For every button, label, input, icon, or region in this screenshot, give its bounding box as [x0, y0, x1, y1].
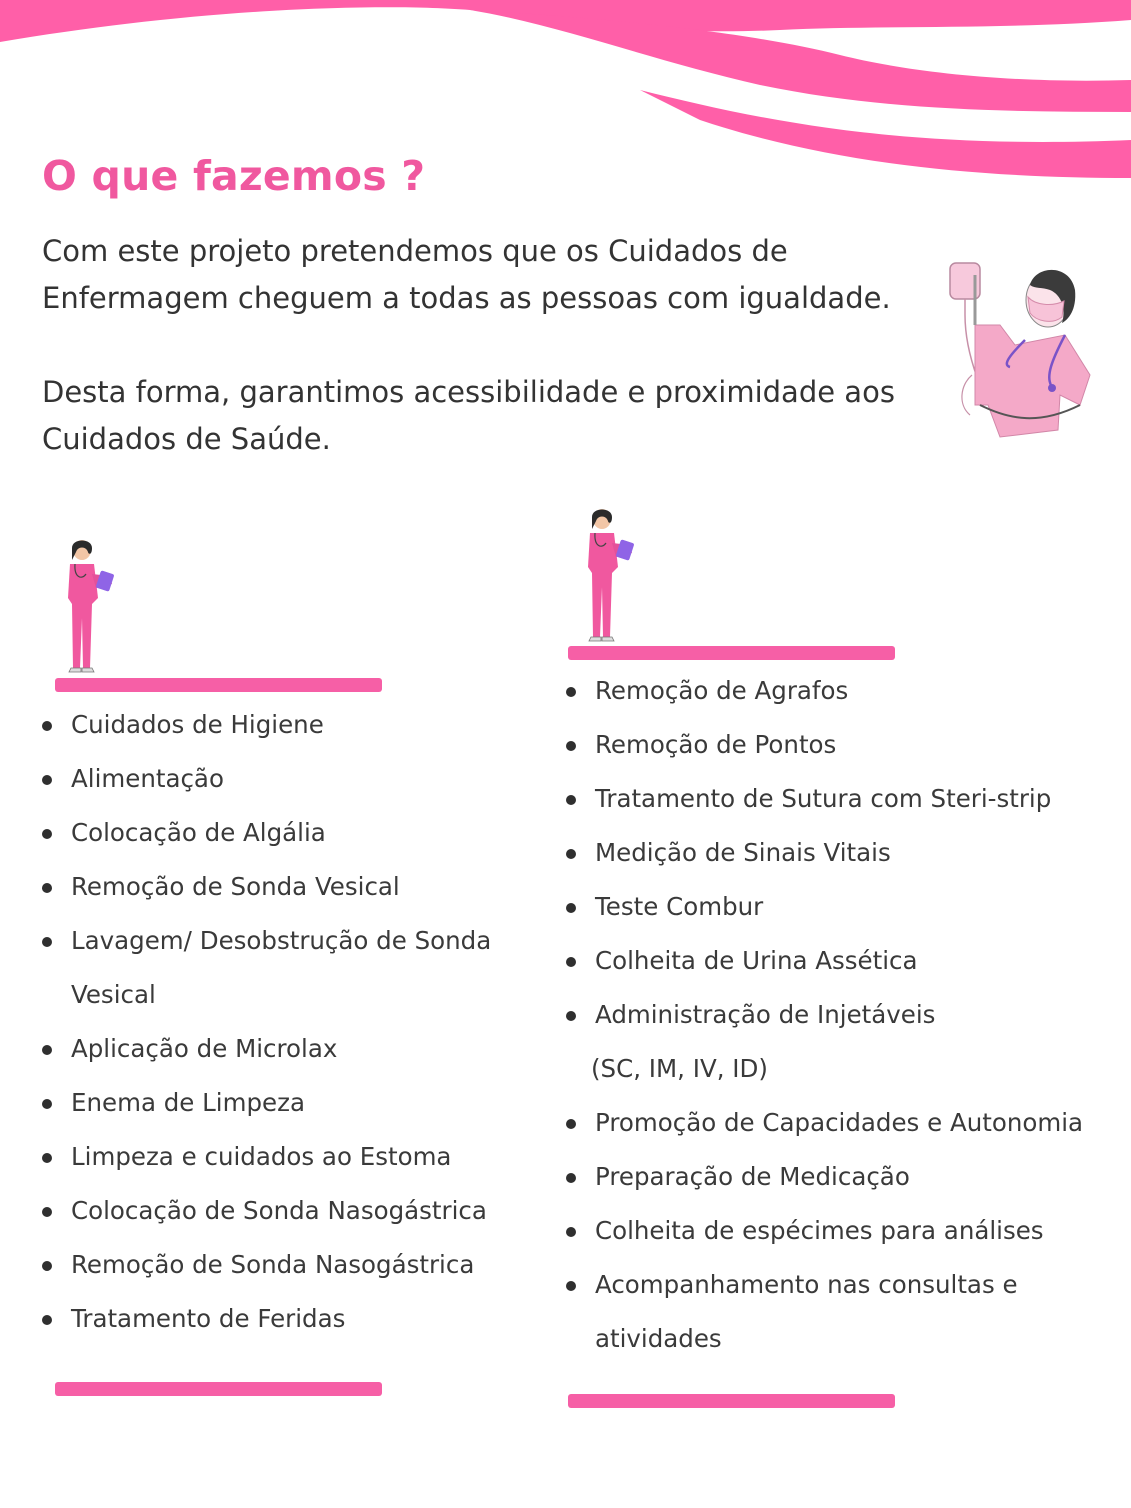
list-item: Administração de Injetáveis: [566, 988, 1111, 1042]
intro-paragraph-1: Com este projeto pretendemos que os Cuidados de Enfermagem cheguem a todas as pessoas com igualdade.: [42, 234, 891, 315]
list-item: Colocação de Algália: [42, 806, 522, 860]
list-item: Remoção de Sonda Vesical: [42, 860, 522, 914]
list-item: Aplicação de Microlax: [42, 1022, 522, 1076]
list-item: Cuidados de Higiene: [42, 698, 522, 752]
list-item: Lavagem/ Desobstrução de Sonda Vesical: [42, 914, 522, 1022]
list-item: Remoção de Agrafos: [566, 664, 1111, 718]
list-item: Teste Combur: [566, 880, 1111, 934]
list-item: Promoção de Capacidades e Autonomia: [566, 1096, 1111, 1150]
list-item: Colocação de Sonda Nasogástrica: [42, 1184, 522, 1238]
services-list-right-b: [566, 1096, 1111, 1366]
list-item: Enema de Limpeza: [42, 1076, 522, 1130]
list-item: Tratamento de Feridas: [42, 1292, 522, 1346]
list-item: Acompanhamento nas consultas e atividades: [566, 1258, 1035, 1366]
divider-bar-right-bottom: [568, 1394, 895, 1408]
list-item: Colheita de Urina Assética: [566, 934, 1111, 988]
list-item: Alimentação: [42, 752, 522, 806]
divider-bar-left-bottom: [55, 1382, 382, 1396]
nurse-illustration-left: [62, 538, 122, 678]
list-item: Remoção de Sonda Nasogástrica: [42, 1238, 522, 1292]
list-item: Medição de Sinais Vitais: [566, 826, 1111, 880]
divider-bar-right-top: [568, 646, 895, 660]
intro-paragraph-2: Desta forma, garantimos acessibilidade e proximidade aos Cuidados de Saúde.: [42, 375, 895, 456]
list-item: Remoção de Pontos: [566, 718, 1111, 772]
list-item: Colheita de espécimes para análises: [566, 1204, 1111, 1258]
page-title: O que fazemos ?: [42, 152, 426, 200]
injectables-note: (SC, IM, IV, ID): [591, 1054, 768, 1083]
divider-bar-left-top: [55, 678, 382, 692]
nurse-illustration-right: [582, 507, 642, 647]
list-item: Tratamento de Sutura com Steri-strip: [566, 772, 1111, 826]
intro-text: [42, 228, 942, 463]
list-item: Preparação de Medicação: [566, 1150, 1111, 1204]
list-item: Limpeza e cuidados ao Estoma: [42, 1130, 522, 1184]
nurse-iv-illustration: [940, 255, 1095, 445]
services-list-left: [42, 698, 522, 1346]
services-list-right-a: [566, 664, 1111, 1042]
